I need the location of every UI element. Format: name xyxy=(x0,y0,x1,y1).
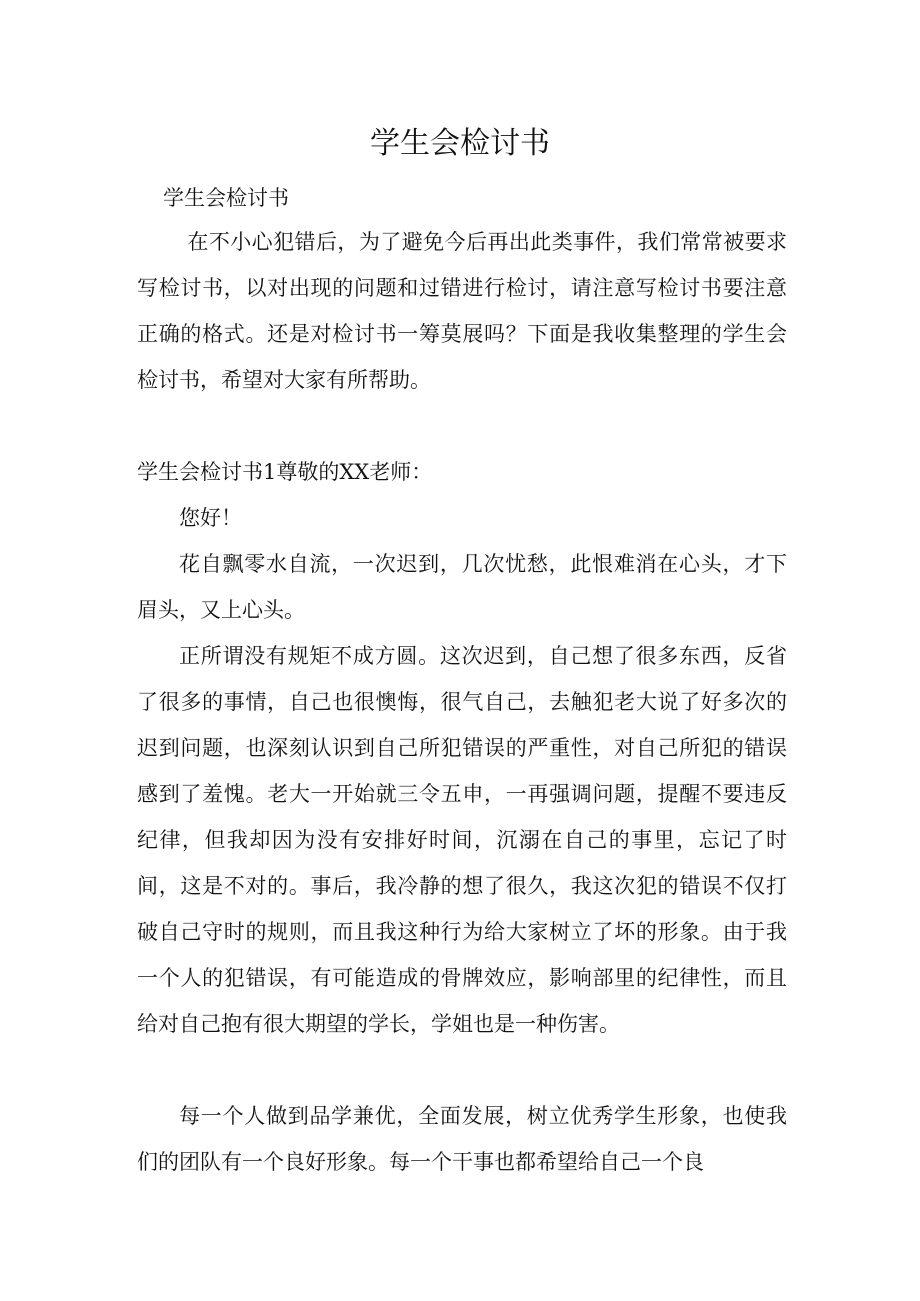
letter-salutation: 学生会检讨书1尊敬的XX老师： xyxy=(137,460,433,484)
body-paragraph-3: 每一个人做到品学兼优，全面发展，树立优秀学生形象，也使我们的团队有一个良好形象。每一个干事也都希望给自己一个良 xyxy=(137,1104,787,1174)
letter-greeting: 您好！ xyxy=(179,506,242,530)
document-subtitle: 学生会检讨书 xyxy=(163,186,289,210)
intro-paragraph: 在不小心犯错后，为了避免今后再出此类事件，我们常常被要求写检讨书，以对出现的问题和过错进行检讨，请注意写检讨书要注意正确的格式。还是对检讨书一筹莫展吗？下面是我收集整理的学生会检讨书，希望对大家有所帮助。 xyxy=(137,230,787,392)
body-paragraph-2: 正所谓没有规矩不成方圆。这次迟到，自己想了很多东西，反省了很多的事情，自己也很懊悔，很气自己，去触犯老大说了好多次的迟到问题，也深刻认识到自己所犯错误的严重性，对自己所犯的错误感到了羞愧。老大一开始就三令五申，一再强调问题，提醒不要违反纪律，但我却因为没有安排好时间，沉溺在自己的事里，忘记了时间，这是不对的。事后，我冷静的想了很久，我这次犯的错误不仅打破自己守时的规则，而且我这种行为给大家树立了坏的形象。由于我一个人的犯错误，有可能造成的骨牌效应，影响部里的纪律性，而且给对自己抱有很大期望的学长，学姐也是一种伤害。 xyxy=(137,644,787,1036)
body-paragraph-1: 花自飘零水自流，一次迟到，几次忧愁，此恨难消在心头，才下眉头，又上心头。 xyxy=(137,552,787,622)
page-title: 学生会检讨书 xyxy=(370,126,550,161)
